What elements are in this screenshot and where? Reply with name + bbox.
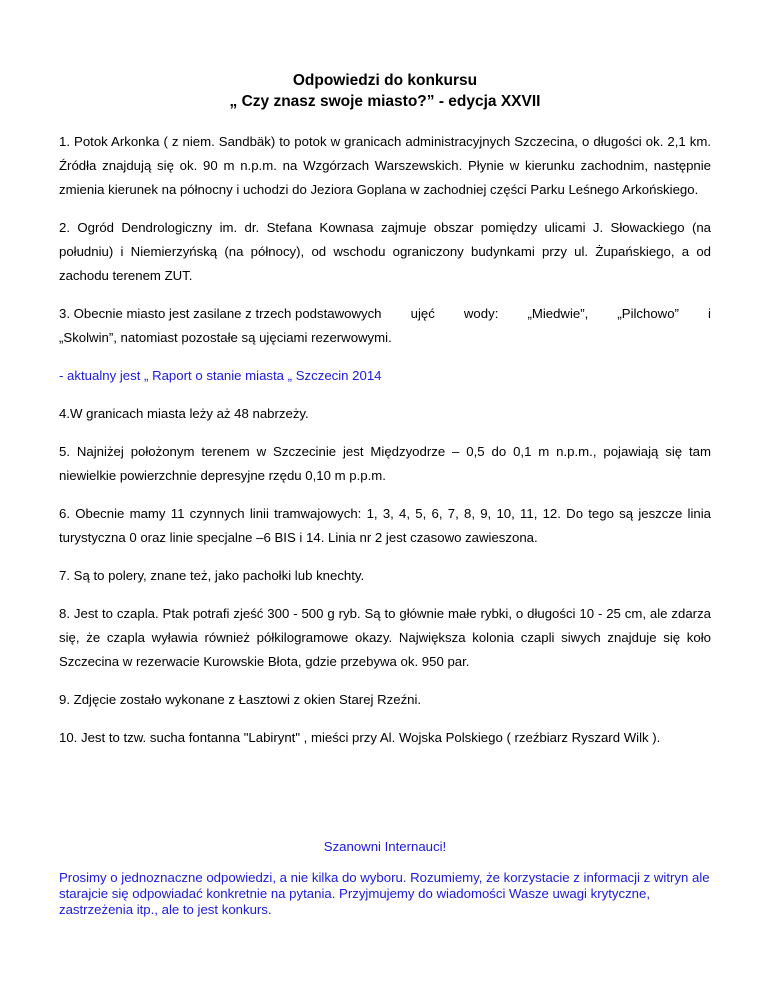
- page-title: [59, 70, 711, 112]
- answer-3-line-1: [59, 302, 711, 326]
- title-line-2: „ Czy znasz swoje miasto?” - edycja XXVII: [229, 93, 541, 110]
- answer-4: 4.W granicach miasta leży aż 48 nabrzeży.: [59, 406, 309, 421]
- answer-3-line-2: „Skolwin”, natomiast pozostałe są ujęciami rezerwowymi.: [59, 330, 392, 345]
- answer-9: 9. Zdjęcie zostało wykonane z Łasztowi z okien Starej Rzeźni.: [59, 692, 422, 707]
- document-page: [59, 70, 711, 918]
- source-link[interactable]: - aktualny jest „ Raport o stanie miasta „ Szczecin 2014: [59, 368, 382, 383]
- note-heading: Szanowni Internauci!: [323, 839, 447, 854]
- answer-3-word: i: [708, 306, 711, 321]
- answer-10: 10. Jest to tzw. sucha fontanna "Labirynt" , mieści przy Al. Wojska Polskiego ( rzeźbiarz Ryszard Wilk ).: [59, 730, 661, 745]
- answer-3: [59, 302, 711, 350]
- answer-5: 5. Najniżej położonym terenem w Szczecinie jest Międzyodrze – 0,5 do 0,1 m n.p.m., pojawiają się tam niewielkie powierzchnie depresyjne rzędu 0,10 m p.p.m.: [59, 444, 711, 483]
- answer-2: 2. Ogród Dendrologiczny im. dr. Stefana Kownasa zajmuje obszar pomiędzy ulicami J. Słowackiego (na południu) i Niemierzyńską (na północy), od wschodu ograniczony budynkami przy ul. Żupańskiego, a od zachodu terenem ZUT.: [59, 220, 711, 283]
- answer-1: 1. Potok Arkonka ( z niem. Sandbäk) to potok w granicach administracyjnych Szczecina, o długości ok. 2,1 km. Źródła znajdują się ok. 90 m n.p.m. na Wzgórzach Warszewskich. Płynie w kierunku zachodnim, następnie zmienia kierunek na północny i uchodzi do Jeziora Goplana w zachodniej części Parku Leśnego Arkońskiego.: [59, 134, 711, 197]
- answer-3-word: wody:: [463, 306, 499, 321]
- answer-3-word: „Miedwie”,: [527, 306, 589, 321]
- answer-6: 6. Obecnie mamy 11 czynnych linii tramwajowych: 1, 3, 4, 5, 6, 7, 8, 9, 10, 11, 12. Do tego są jeszcze linia turystyczna 0 oraz linie specjalne –6 BIS i 14. Linia nr 2 jest czasowo zawieszona.: [59, 506, 711, 545]
- title-line-1: Odpowiedzi do konkursu: [292, 72, 478, 89]
- answer-3-word: ujęć: [410, 306, 435, 321]
- answer-7: 7. Są to polery, znane też, jako pachołki lub knechty.: [59, 568, 365, 583]
- answer-8: 8. Jest to czapla. Ptak potrafi zjeść 300 - 500 g ryb. Są to głównie małe rybki, o długości 10 - 25 cm, ale zdarza się, że czapla wyławia również półkilogramowe okazy. Największa kolonia czapli siwych znajduje się koło Szczecina w rezerwacie Kurowskie Błota, gdzie przebywa ok. 950 par.: [59, 606, 711, 669]
- answer-3-word: 3. Obecnie miasto jest zasilane z trzech podstawowych: [59, 306, 382, 321]
- note-body: Prosimy o jednoznaczne odpowiedzi, a nie kilka do wyboru. Rozumiemy, że korzystacie z informacji z witryn ale starajcie się odpowiadać konkretnie na pytania. Przyjmujemy do wiadomości Wasze uwagi krytyczne, zastrzeżenia itp., ale to jest konkurs.: [59, 870, 710, 917]
- answer-3-word: „Pilchowo”: [617, 306, 679, 321]
